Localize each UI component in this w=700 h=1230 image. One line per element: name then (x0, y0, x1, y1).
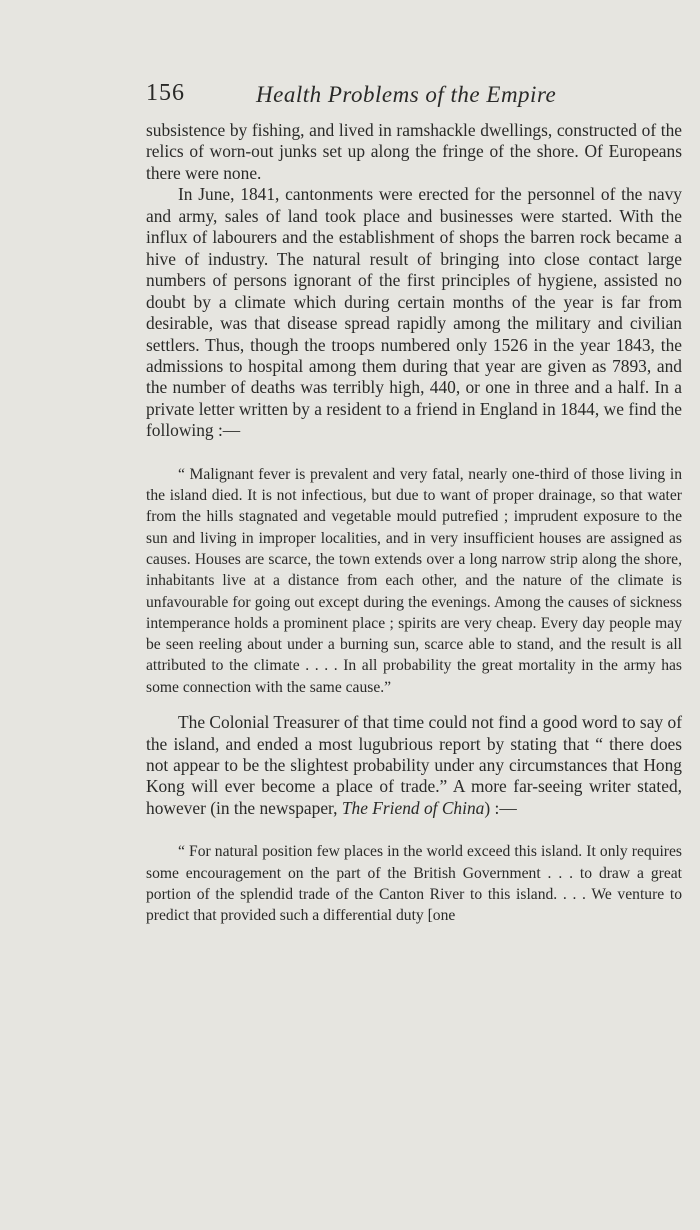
treasurer-text: The Colonial Treasurer of that time could not find a good word to say of the island, and ended a most lugubrious report by stating that “ there does not appear to be the slightest probability under any circumstances that Hong Kong will ever become a place of trade.” A more far-seeing writer stated, however (in the newspaper, (146, 712, 682, 818)
treasurer-text-end: ) :— (484, 797, 517, 818)
block-quote-newspaper: “ For natural position few places in the world exceed this island. It only requires some encouragement on the part of the British Government . . . to draw a great portion of the splendid trade of the Canton River to this island. . . . We venture to predict that provided such a differential duty [one (146, 843, 682, 925)
page-number: 156 (146, 80, 185, 106)
paragraph-colonial-treasurer (146, 712, 682, 819)
paragraph-cantonments: In June, 1841, cantonments were erected for the personnel of the navy and army, sales of land took place and businesses were started. With the influx of labourers and the establishment of shops the barren rock became a hive of industry. The natural result of bringing into close contact large numbers of persons ignorant of the first principles of hygiene, assisted no doubt by a climate which during certain months of the year is far from desirable, was that disease spread rapidly among the military and civilian settlers. Thus, though the troops numbered only 1526 in the year 1843, the admissions to hospital among them during that year are given as 7893, and the number of deaths was terribly high, 440, or one in three and a half. In a private letter written by a resident to a friend in England in 1844, we find the following :— (146, 184, 682, 441)
newspaper-title: The Friend of China (341, 797, 485, 818)
page-header (146, 76, 686, 116)
running-title: Health Problems of the Empire (256, 82, 557, 107)
paragraph-continuation: subsistence by fishing, and lived in ramshackle dwellings, constructed of the relics of worn-out junks set up along the fringe of the shore. Of Europeans there were none. (146, 120, 682, 183)
body-text (146, 120, 682, 927)
block-quote-letter: “ Malignant fever is prevalent and very fatal, nearly one-third of those living in the island died. It is not infectious, but due to want of proper drainage, so that water from the hills stagnated and vegetable mould putrefied ; imprudent exposure to the sun and living in improper localities, and in very insufficient houses are assigned as causes. Houses are scarce, the town extends over a long narrow strip along the shore, inhabitants live at a distance from each other, and the nature of the climate is unfavourable for going out except during the evenings. Among the causes of sickness intemperance holds a prominent place ; spirits are very cheap. Every day people may be seen reeling about under a burning sun, scarce able to stand, and the result is all attributed to the climate . . . . In all probability the great mortality in the army has some connection with the same cause.” (146, 465, 682, 696)
